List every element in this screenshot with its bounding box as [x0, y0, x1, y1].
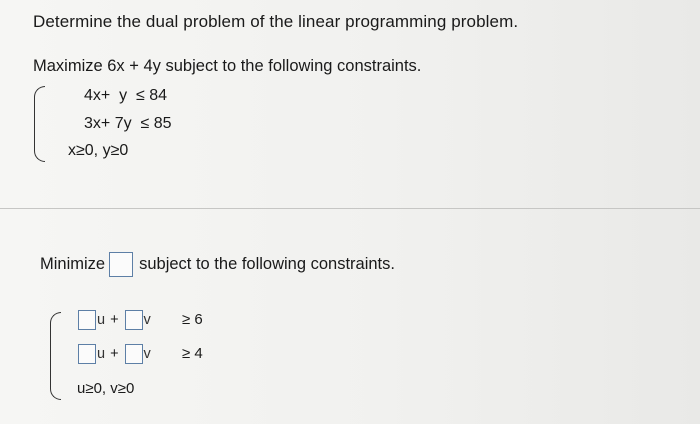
var-v-label: v	[143, 346, 151, 362]
plus-sign: +	[110, 346, 119, 362]
dual-objective-row	[40, 252, 395, 277]
plus-sign: +	[110, 312, 119, 328]
dual-constraint-row-2	[78, 344, 151, 364]
dual-c1-u-coefficient-input[interactable]	[78, 310, 96, 330]
dual-c1-v-coefficient-input[interactable]	[125, 310, 143, 330]
var-u-label: u	[97, 312, 106, 328]
dual-c1-relation: ≥ 6	[182, 311, 203, 328]
primal-constraint-2: 3x+ 7y ≤ 85	[84, 115, 172, 132]
dual-objective-input[interactable]	[109, 252, 133, 277]
dual-c2-v-coefficient-input[interactable]	[125, 344, 143, 364]
primal-nonnegativity: x≥0, y≥0	[68, 142, 129, 159]
var-v-label: v	[143, 312, 151, 328]
question-title: Determine the dual problem of the linear programming problem.	[33, 12, 519, 31]
subject-to-label: subject to the following constraints.	[139, 255, 395, 273]
var-u-label: u	[97, 346, 106, 362]
dual-constraints-brace	[50, 312, 61, 400]
dual-c2-relation: ≥ 4	[182, 345, 203, 362]
minimize-label: Minimize	[40, 255, 106, 273]
dual-nonnegativity: u≥0, v≥0	[77, 380, 135, 397]
primal-objective: Maximize 6x + 4y subject to the following constraints.	[33, 57, 422, 75]
primal-constraints-brace	[34, 86, 45, 162]
dual-constraint-row-1	[78, 310, 151, 330]
primal-constraint-1: 4x+ y ≤ 84	[84, 87, 168, 104]
section-divider	[0, 208, 700, 209]
dual-c2-u-coefficient-input[interactable]	[78, 344, 96, 364]
